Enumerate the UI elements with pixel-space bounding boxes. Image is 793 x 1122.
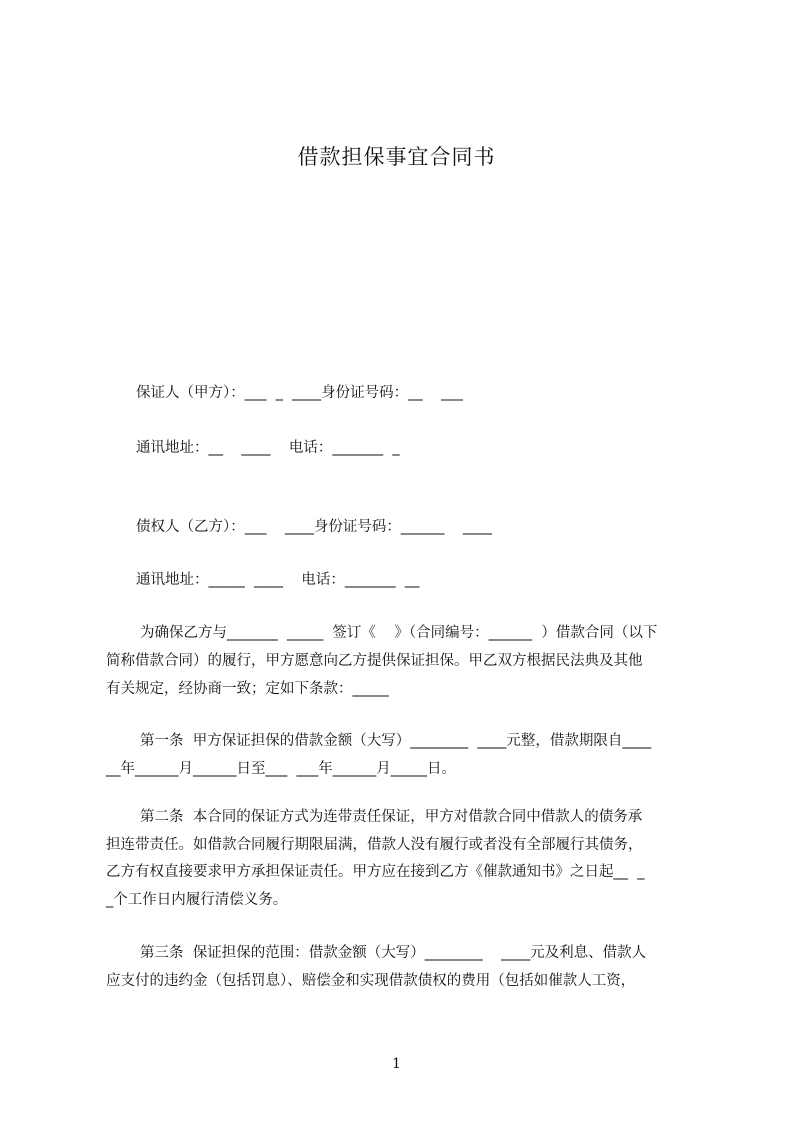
article2-line-2: 担连带责任。如借款合同履行期限届满，借款人没有履行或者没有全部履行其债务， (106, 837, 643, 853)
preamble-line-3: 有关规定，经协商一致；定如下条款：_____ (106, 681, 389, 697)
guarantor-line: 保证人（甲方）：___ _ ____身份证号码：__ ___ (136, 385, 463, 401)
preamble-line-2: 简称借款合同）的履行，甲方愿意向乙方提供保证担保。甲乙双方根据民法典及其他 (106, 653, 643, 669)
document-title: 借款担保事宜合同书 (297, 145, 496, 169)
creditor-line: 债权人（乙方）：___ ____身份证号码：______ ____ (136, 519, 492, 535)
creditor-contact-line: 通讯地址：_____ ____ 电话：_______ __ (136, 572, 420, 588)
article1-line-2: __年______月______日至___ ___年______月_____日。 (106, 761, 456, 777)
article3-line-1: 第三条 保证担保的范围：借款金额（大写）________ ____元及利息、借款人 (140, 945, 647, 961)
article2-line-3: 乙方有权直接要求甲方承担保证责任。甲方应在接到乙方《催款通知书》之日起__ _ (106, 864, 645, 880)
article1-line-1: 第一条 甲方保证担保的借款金额（大写）________ ____元整，借款期限自____ (140, 733, 652, 749)
guarantor-contact-line: 通讯地址：__ ____ 电话：_______ _ (136, 440, 400, 456)
article3-line-2: 应支付的违约金（包括罚息）、赔偿金和实现借款债权的费用（包括如催款人工资， (106, 973, 636, 989)
page-number: 1 (392, 1056, 401, 1072)
article2-line-4: _个工作日内履行清偿义务。 (106, 892, 288, 908)
article2-line-1: 第二条 本合同的保证方式为连带责任保证，甲方对借款合同中借款人的债务承 (140, 809, 643, 825)
preamble-line-1: 为确保乙方与_______ _____ 签订《 》（合同编号：______ ）借款合同（以下 (140, 625, 658, 641)
